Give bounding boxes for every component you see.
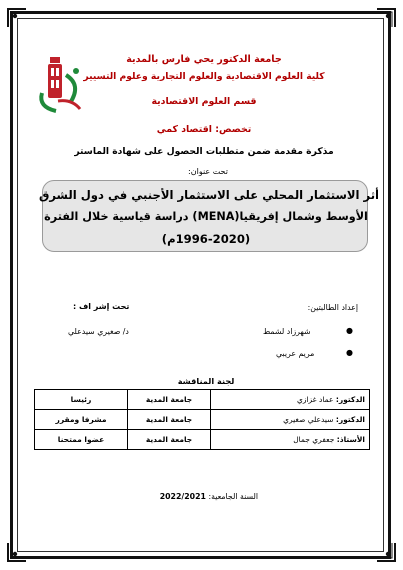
bullet-icon: ●	[346, 348, 353, 357]
academic-year-label: السنة الجامعية:	[208, 492, 258, 501]
thesis-title-line-1: أثر الاستثمار المحلي على الاستثمار الأجنبي في دول الشرق	[38, 188, 380, 202]
students-heading: إعداد الطالبتين:	[307, 303, 358, 312]
member-university: جامعة المدية	[128, 390, 211, 410]
member-role: رئيسا	[35, 390, 128, 410]
table-row	[35, 410, 370, 430]
corner-ornament-icon	[6, 7, 28, 29]
table-row	[35, 390, 370, 410]
thesis-title-line-2: الأوسط وشمال إفريقيا(MENA) دراسة قياسية خلال الفترة	[44, 210, 368, 223]
corner-ornament-icon	[375, 7, 397, 29]
academic-year-value: 2022/2021	[159, 492, 206, 501]
member-title: الأستاذ:	[336, 435, 365, 444]
committee-heading: لجنة المناقشة	[177, 376, 235, 386]
faculty-name: كلية العلوم الاقتصادية والعلوم التجارية وعلوم التسيير	[83, 71, 325, 82]
specialty: تخصص: اقتصاد كمي	[156, 124, 252, 135]
member-name: جعفري جمال	[293, 435, 335, 444]
department-name: قسم العلوم الاقتصادية	[151, 96, 257, 107]
member-role: مشرفا ومقرر	[35, 410, 128, 430]
bullet-icon: ●	[346, 326, 353, 335]
supervisor-heading: تحت إشر اف :	[73, 302, 130, 311]
member-university: جامعة المدية	[128, 410, 211, 430]
table-row	[35, 430, 370, 450]
thesis-title-line-3: (1996-2020م)	[161, 232, 251, 246]
supervisor-name: د/ صغيري سيدعلي	[68, 327, 129, 336]
student-name: مريم عريبي	[276, 349, 315, 358]
committee-table	[34, 389, 370, 450]
corner-ornament-icon	[375, 541, 397, 563]
member-cell	[211, 410, 370, 430]
university-name: جامعة الدكتور يحي فارس بالمدية	[126, 54, 282, 65]
member-cell	[211, 390, 370, 410]
member-name: عماد غزازي	[296, 395, 334, 404]
member-university: جامعة المدية	[128, 430, 211, 450]
member-title: الدكتور:	[335, 395, 365, 404]
academic-year	[160, 492, 258, 501]
student-name: شهرزاد لشمط	[263, 327, 311, 336]
memo-description: مذكرة مقدمة ضمن متطلبات الحصول على شهادة الماستر	[74, 146, 334, 157]
university-logo-icon	[36, 55, 86, 117]
member-title: الدكتور:	[335, 415, 365, 424]
under-title-label: تحت عنوان:	[188, 167, 228, 176]
member-cell	[211, 430, 370, 450]
member-name: سيدعلي صغيري	[283, 415, 334, 424]
member-role: عضوا ممتحنا	[35, 430, 128, 450]
corner-ornament-icon	[6, 541, 28, 563]
